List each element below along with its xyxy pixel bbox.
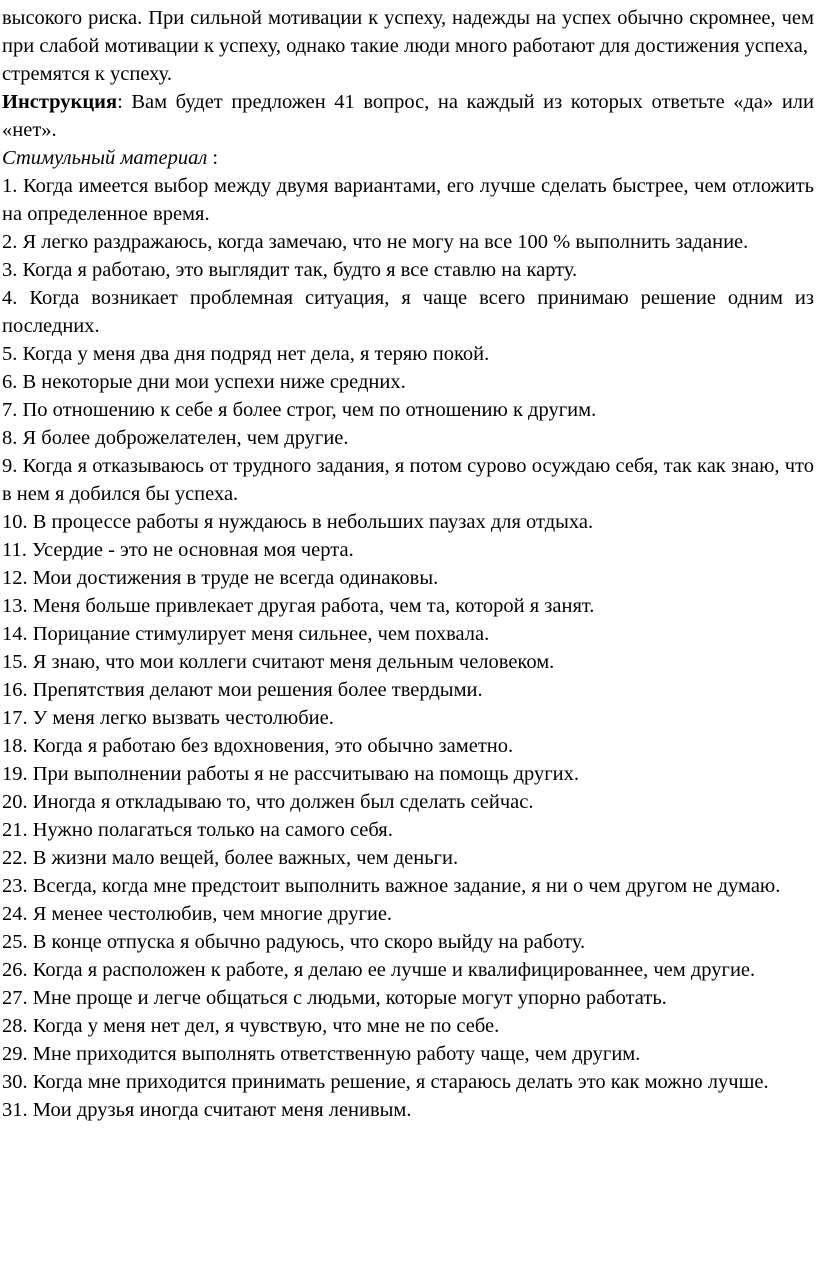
question-item: 19. При выполнении работы я не рассчитываю на помощь других.	[2, 763, 580, 785]
question-item: 30. Когда мне приходится принимать решение, я стараюсь делать это как можно лучше.	[2, 1071, 769, 1093]
stimulus-label: Стимульный материал	[2, 147, 208, 169]
question-item: 26. Когда я расположен к работе, я делаю ее лучше и квалифицированнее, чем другие.	[2, 959, 756, 981]
question-item: 31. Мои друзья иногда считают меня ленивым.	[2, 1099, 412, 1121]
question-item: 25. В конце отпуска я обычно радуюсь, что скоро выйду на работу.	[2, 931, 586, 953]
question-item: 17. У меня легко вызвать честолюбие.	[2, 707, 334, 729]
question-item: 2. Я легко раздражаюсь, когда замечаю, что не могу на все 100 % выполнить задание.	[2, 231, 749, 253]
question-item: 11. Усердие - это не основная моя черта.	[2, 539, 354, 561]
question-item: 15. Я знаю, что мои коллеги считают меня дельным человеком.	[2, 651, 555, 673]
question-item: 7. По отношению к себе я более строг, чем по отношению к другим.	[2, 399, 597, 421]
question-item: 27. Мне проще и легче общаться с людьми, которые могут упорно работать.	[2, 987, 667, 1009]
question-item: 3. Когда я работаю, это выглядит так, будто я все ставлю на карту.	[2, 259, 578, 281]
question-item: 9. Когда я отказываюсь от трудного задания, я потом сурово осуждаю себя, так как знаю, что в нем я добился бы успеха.	[2, 455, 814, 505]
question-item: 21. Нужно полагаться только на самого себя.	[2, 819, 393, 841]
instruction-label: Инструкция	[2, 91, 118, 113]
question-item: 8. Я более доброжелателен, чем другие.	[2, 427, 349, 449]
intro-paragraph-end: стремятся к успеху.	[2, 63, 172, 85]
stimulus-suffix: :	[207, 147, 219, 169]
question-item: 5. Когда у меня два дня подряд нет дела, я теряю покой.	[2, 343, 490, 365]
question-list	[2, 172, 814, 1124]
question-item: 20. Иногда я откладываю то, что должен был сделать сейчас.	[2, 791, 534, 813]
question-item: 24. Я менее честолюбив, чем многие другие.	[2, 903, 393, 925]
question-item: 10. В процессе работы я нуждаюсь в небольших паузах для отдыха.	[2, 511, 594, 533]
question-item: 6. В некоторые дни мои успехи ниже средних.	[2, 371, 406, 393]
question-item: 16. Препятствия делают мои решения более твердыми.	[2, 679, 483, 701]
instruction-text: : Вам будет предложен 41 вопрос, на каждый из которых ответьте «да» или «нет».	[2, 91, 814, 141]
question-item: 22. В жизни мало вещей, более важных, чем деньги.	[2, 847, 459, 869]
question-item: 23. Всегда, когда мне предстоит выполнить важное задание, я ни о чем другом не думаю.	[2, 875, 781, 897]
intro-paragraph: высокого риска. При сильной мотивации к успеху, надежды на успех обычно скромнее, чем при слабой мотивации к успеху, однако такие люди много работают для достижения успеха,	[2, 7, 814, 57]
question-item: 4. Когда возникает проблемная ситуация, я чаще всего принимаю решение одним из последних.	[2, 287, 814, 337]
question-item: 14. Порицание стимулирует меня сильнее, чем похвала.	[2, 623, 490, 645]
question-item: 13. Меня больше привлекает другая работа, чем та, которой я занят.	[2, 595, 595, 617]
instruction-paragraph	[2, 88, 814, 144]
question-item: 29. Мне приходится выполнять ответственную работу чаще, чем другим.	[2, 1043, 641, 1065]
question-item: 1. Когда имеется выбор между двумя вариантами, его лучше сделать быстрее, чем отложить на определенное время.	[2, 175, 814, 225]
stimulus-heading	[2, 144, 814, 172]
question-item: 18. Когда я работаю без вдохновения, это обычно заметно.	[2, 735, 514, 757]
question-item: 12. Мои достижения в труде не всегда одинаковы.	[2, 567, 439, 589]
question-item: 28. Когда у меня нет дел, я чувствую, что мне не по себе.	[2, 1015, 500, 1037]
